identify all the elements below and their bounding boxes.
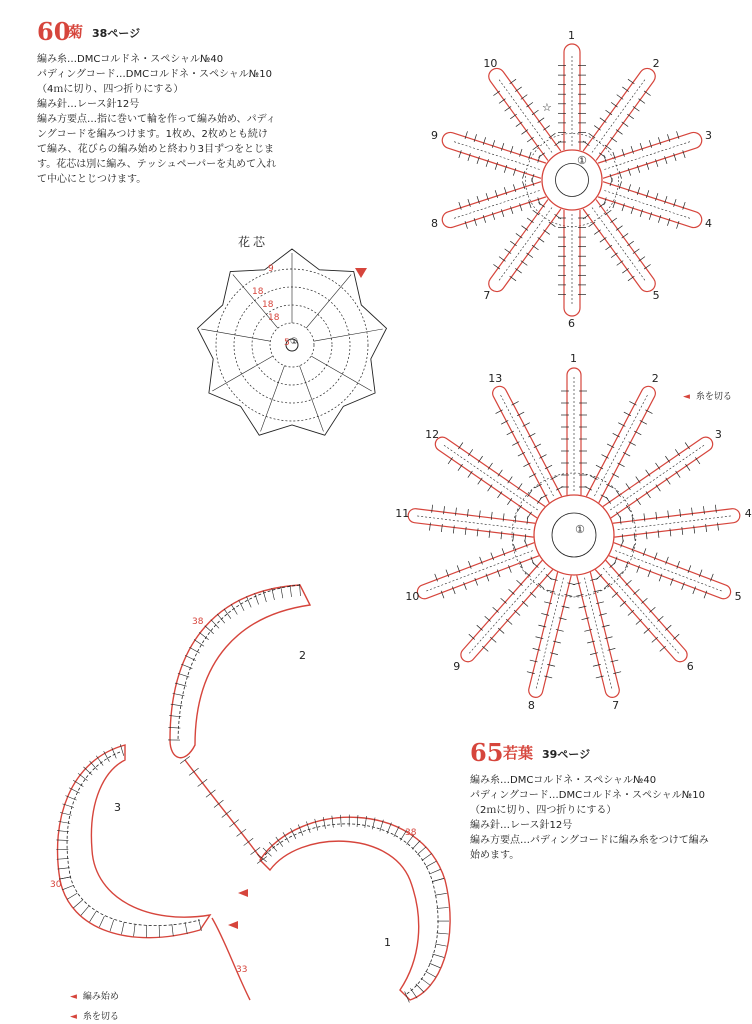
stitch-mark xyxy=(682,527,683,535)
stitch-mark xyxy=(694,525,695,533)
padding-cord xyxy=(452,141,539,169)
instruction-line: て編み、花びらの編み始めと終わり3目ずつをとじま xyxy=(37,144,274,155)
stitch-mark xyxy=(416,984,424,993)
round-count: 9 xyxy=(268,264,274,274)
legend-cut-text: 糸を切る xyxy=(82,1012,119,1022)
padding-cord xyxy=(592,208,646,282)
stitch-mark xyxy=(455,508,456,516)
stitch-mark xyxy=(99,916,104,927)
instruction-line: 編み糸…DMCコルドネ・スペシャル№40 xyxy=(470,775,657,786)
stitch-mark xyxy=(62,885,73,889)
instruction-line: （4ｍに切り、四つ折りにする） xyxy=(37,84,184,95)
stitch-mark xyxy=(231,604,237,614)
padding-cord xyxy=(498,208,552,282)
pattern-60-page-ref: 38ページ xyxy=(92,27,141,40)
stitch-mark xyxy=(692,508,693,516)
stitch-mark xyxy=(634,533,635,541)
instruction-line: ングコードを編みつけます。1枚め、2枚めとも続け xyxy=(37,129,268,140)
stitch-mark xyxy=(239,600,244,611)
petal-outline xyxy=(586,386,655,503)
stitch-mark xyxy=(656,512,657,520)
stitch-mark xyxy=(718,523,719,531)
stitch-mark xyxy=(394,826,399,837)
stitch-mark xyxy=(410,988,417,998)
stitch-mark xyxy=(81,906,89,915)
stitch-mark xyxy=(73,900,82,908)
stitch-count: 38 xyxy=(192,617,204,627)
start-marker-icon xyxy=(238,889,248,897)
stitch-mark xyxy=(237,829,246,836)
leaf-number: 2 xyxy=(299,649,306,662)
stitch-mark xyxy=(644,513,645,521)
instruction-line: 編み方要点…パディングコードに編み糸をつけて編み xyxy=(470,835,709,846)
stitch-mark xyxy=(211,620,219,629)
stitch-mark xyxy=(110,920,114,931)
petal-number: 9 xyxy=(431,128,439,142)
pattern-65-number: 65 xyxy=(470,738,504,767)
red-arrow-icon: ◄ xyxy=(70,992,77,1002)
stitch-mark xyxy=(479,511,480,519)
stitch-mark xyxy=(341,815,342,827)
petal-number: 3 xyxy=(714,428,722,442)
stitch-mark xyxy=(83,767,92,775)
petal-number: 7 xyxy=(612,698,620,712)
stitch-mark xyxy=(715,505,716,513)
red-arrow-icon: ◄ xyxy=(683,392,690,402)
petal-outline xyxy=(583,68,655,160)
center-ring xyxy=(542,150,602,210)
instruction-line: 編み方要点…指に巻いて輪を作って編み始め、パディ xyxy=(37,114,276,125)
round-count: 18 xyxy=(252,287,264,297)
petal-outline xyxy=(609,543,731,599)
leaf-number: 3 xyxy=(114,801,121,814)
stitch-mark xyxy=(432,879,444,882)
ring-mark: ① xyxy=(575,523,585,536)
petal-outline xyxy=(417,543,539,599)
stitch-mark xyxy=(453,525,454,533)
inner-ring xyxy=(552,513,596,557)
legend-cut xyxy=(70,1011,119,1023)
stitch-mark xyxy=(189,768,199,775)
stitch-mark xyxy=(251,847,261,854)
stitch-mark xyxy=(435,893,447,895)
stitch-mark xyxy=(525,534,526,542)
stitch-mark xyxy=(255,593,259,604)
ring-mark: ① xyxy=(290,337,299,347)
petal-number: 4 xyxy=(744,506,752,520)
legend-start-text: 編み始め xyxy=(82,992,119,1002)
stitch-mark xyxy=(444,506,445,514)
petal-outline xyxy=(603,437,713,518)
guide-circle xyxy=(512,473,636,597)
stitch-count: 38 xyxy=(405,828,417,838)
petal-number: 7 xyxy=(483,289,491,303)
cut-yarn-note-text: 糸を切る xyxy=(695,392,732,402)
petal-number: 6 xyxy=(686,659,694,673)
round-count: 5 xyxy=(284,338,290,348)
padding-cord xyxy=(604,191,691,219)
cut-yarn-note xyxy=(683,391,732,403)
stitch-mark xyxy=(199,632,208,639)
petal-number: 1 xyxy=(568,29,575,42)
flower-center-label: 花芯 xyxy=(238,235,269,249)
stitch-mark xyxy=(257,854,266,862)
stitch-mark xyxy=(281,586,283,598)
padding-cord xyxy=(585,578,612,689)
flower-65-diagram xyxy=(408,368,740,697)
padding-cord xyxy=(615,551,722,591)
petal-number: 6 xyxy=(568,317,575,330)
petal-outline xyxy=(583,200,655,292)
stitch-mark xyxy=(67,893,77,899)
stitch-mark xyxy=(206,790,215,797)
instruction-line: 編み針…レース針12号 xyxy=(37,99,140,110)
stitch-mark xyxy=(222,810,231,817)
stitch-mark xyxy=(477,528,478,536)
stitch-mark xyxy=(172,924,173,936)
stitch-mark xyxy=(429,869,440,874)
stitch-mark xyxy=(432,505,433,513)
petal-number: 8 xyxy=(527,698,535,712)
stitch-mark xyxy=(214,800,223,807)
stitch-mark xyxy=(178,673,189,677)
stitch-mark xyxy=(121,923,124,935)
petal-number: 1 xyxy=(570,352,577,365)
stitch-mark xyxy=(421,978,431,985)
stitch-mark xyxy=(501,531,502,539)
ring-mark: ① xyxy=(577,154,587,167)
stitch-mark xyxy=(134,924,135,936)
stitch-mark xyxy=(417,847,426,855)
start-marker-icon xyxy=(355,268,367,278)
stitch-mark xyxy=(620,516,621,524)
stitch-mark xyxy=(680,509,681,517)
petal-number: 12 xyxy=(425,428,440,442)
flower-60-diagram xyxy=(442,44,701,316)
stitch-mark xyxy=(465,527,466,535)
stitch-mark xyxy=(58,868,70,869)
petal-number: 8 xyxy=(431,217,439,231)
petal-outline xyxy=(567,368,581,495)
padding-cord xyxy=(604,141,691,169)
padding-cord xyxy=(536,578,563,689)
padding-cord xyxy=(592,78,646,152)
petal-number: 10 xyxy=(483,56,498,70)
petal-number: 4 xyxy=(704,217,712,231)
stitch-mark xyxy=(57,858,69,859)
start-marker-icon xyxy=(228,921,238,929)
petal-outline xyxy=(489,200,561,292)
stitch-mark xyxy=(429,963,440,968)
stitch-mark xyxy=(426,861,436,867)
stitch-mark xyxy=(90,912,96,922)
pattern-60-number: 60 xyxy=(37,17,71,46)
stitch-mark xyxy=(703,506,704,514)
legend-start xyxy=(70,991,119,1003)
star-mark: ☆ xyxy=(542,101,552,114)
stitch-mark xyxy=(246,596,251,607)
stitch-mark xyxy=(432,954,444,957)
round-count: 18 xyxy=(262,300,274,310)
stitch-line xyxy=(306,275,351,329)
stitch-mark xyxy=(224,609,231,619)
petal-outline xyxy=(613,509,740,537)
leaf-number: 1 xyxy=(384,936,391,949)
petal-number: 2 xyxy=(651,372,659,386)
petal-number: 2 xyxy=(652,56,660,70)
stitch-mark xyxy=(491,512,492,520)
leaves-diagram xyxy=(56,584,450,1002)
pattern-65-page-ref: 39ページ xyxy=(542,748,591,761)
stitch-mark xyxy=(59,877,71,879)
stitch-mark xyxy=(658,530,659,538)
stitch-count: 33 xyxy=(236,965,248,975)
stitch-mark xyxy=(263,590,266,602)
instruction-line: パディングコード…DMCコルドネ・スペシャル№10 xyxy=(470,790,705,801)
stitch-mark xyxy=(185,922,187,934)
instruction-line: 編み糸…DMCコルドネ・スペシャル№40 xyxy=(37,54,224,65)
padding-cord xyxy=(426,551,533,591)
petal-outline xyxy=(493,386,562,503)
padding-cord xyxy=(469,568,545,653)
stitch-mark xyxy=(412,840,420,849)
petal-outline xyxy=(489,68,561,160)
instruction-line: す。花芯は別に編み、テッシュペーパーを丸めて入れ xyxy=(37,159,277,170)
padding-cord xyxy=(417,516,530,530)
petal-number: 5 xyxy=(652,289,660,303)
stitch-mark xyxy=(670,528,671,536)
padding-cord xyxy=(452,191,539,219)
instruction-line: パディングコード…DMCコルドネ・スペシャル№10 xyxy=(37,69,272,80)
stitch-mark xyxy=(290,585,292,597)
pattern-60-title: 菊 xyxy=(68,23,84,41)
instruction-line: （2ｍに切り、四つ折りにする） xyxy=(470,805,617,816)
petal-number: 13 xyxy=(488,372,503,386)
instruction-line: 始めます。 xyxy=(470,850,520,861)
stitch-mark xyxy=(668,511,669,519)
petal-number: 10 xyxy=(405,590,420,604)
stitch-mark xyxy=(422,854,432,861)
stitch-mark xyxy=(90,761,98,770)
stitch-mark xyxy=(436,933,448,934)
stitch-mark xyxy=(198,779,208,786)
stitch-mark xyxy=(467,509,468,517)
stitch-mark xyxy=(646,531,647,539)
instruction-line: て中心にとじつけます。 xyxy=(37,174,147,185)
stitch-mark xyxy=(181,664,192,668)
round-count: 18 xyxy=(268,313,280,323)
stitch-mark xyxy=(437,908,449,909)
pattern-65-title: 若葉 xyxy=(503,744,534,762)
petal-outline xyxy=(435,437,545,518)
guide-circle xyxy=(526,134,619,227)
petal-number: 5 xyxy=(734,590,742,604)
petal-number: 11 xyxy=(395,506,410,520)
stitch-mark xyxy=(96,756,103,766)
padding-cord xyxy=(603,568,679,653)
stitch-mark xyxy=(513,533,514,541)
red-arrow-icon: ◄ xyxy=(70,1012,77,1022)
stitch-line xyxy=(261,366,285,432)
petal-number: 9 xyxy=(453,659,461,673)
stitch-mark xyxy=(159,925,160,937)
stitch-line xyxy=(300,366,324,432)
stitch-mark xyxy=(332,816,333,828)
stitch-mark xyxy=(435,944,447,946)
stitch-mark xyxy=(489,530,490,538)
stitch-mark xyxy=(405,991,410,1002)
petal-number: 3 xyxy=(704,128,712,142)
stitch-mark xyxy=(706,524,707,532)
stitch-mark xyxy=(323,817,325,829)
stitch-mark xyxy=(425,971,435,977)
stitch-count: 30 xyxy=(50,880,62,890)
stitch-mark xyxy=(503,513,504,521)
inner-ring xyxy=(556,164,589,197)
stitch-mark xyxy=(429,523,430,531)
stitch-mark xyxy=(229,820,238,827)
instruction-line: 編み針…レース針12号 xyxy=(470,820,573,831)
stitch-mark xyxy=(244,838,254,845)
center-ring xyxy=(534,495,614,575)
stitch-mark xyxy=(441,524,442,532)
padding-cord xyxy=(498,78,552,152)
